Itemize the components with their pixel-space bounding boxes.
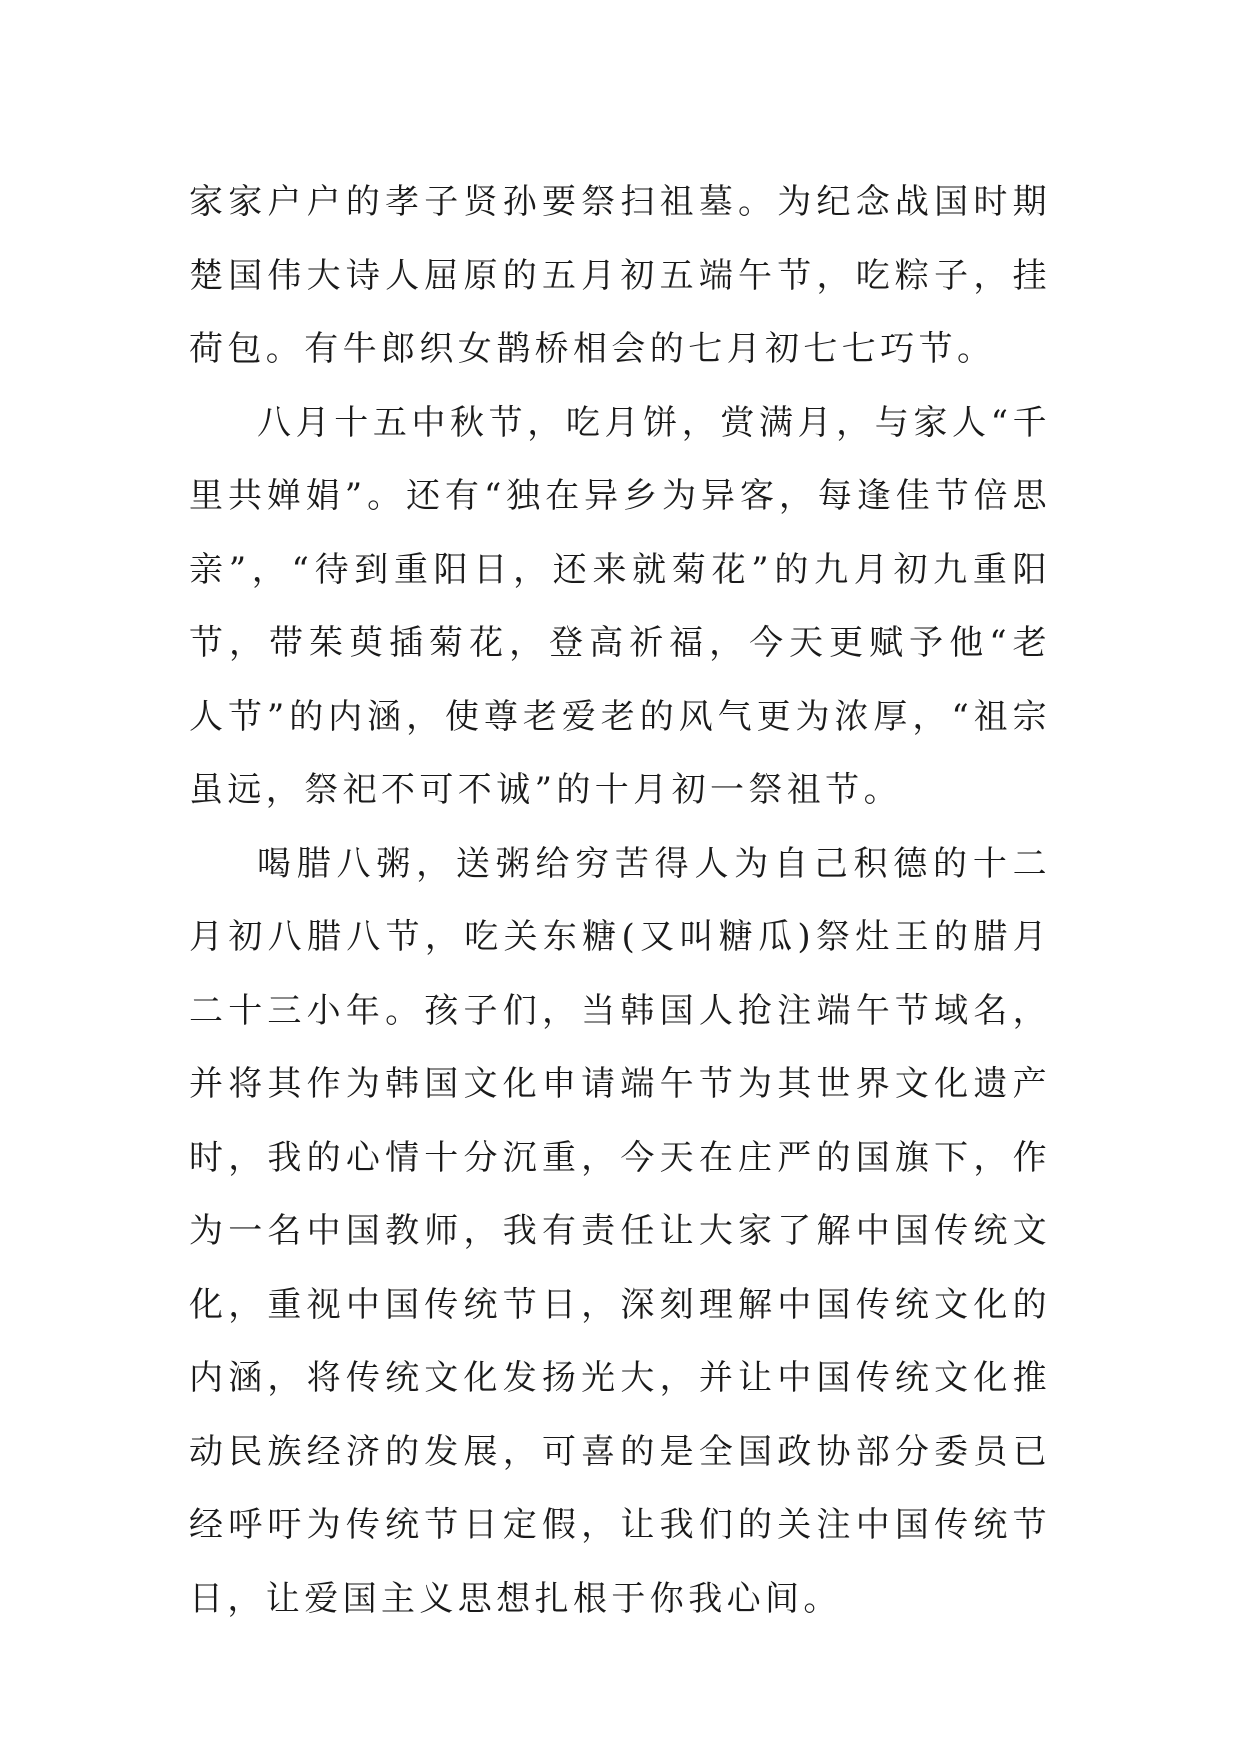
paragraph-2: 八月十五中秋节，吃月饼，赏满月，与家人“千里共婵娟”。还有“独在异乡为异客，每逢佳节倍思亲”，“待到重阳日，还来就菊花”的九月初九重阳节，带茱萸插菊花，登高祈福，今天更赋予他“老人节”的内涵，使尊老爱老的风气更为浓厚，“祖宗虽远，祭祀不可不诚”的十月初一祭祖节。 [189, 402, 1051, 810]
paragraph-3: 喝腊八粥，送粥给穷苦得人为自己积德的十二月初八腊八节，吃关东糖(又叫糖瓜)祭灶王的腊月二十三小年。孩子们，当韩国人抢注端午节域名，并将其作为韩国文化申请端午节为其世界文化遗产时，我的心情十分沉重，今天在庄严的国旗下，作为一名中国教师，我有责任让大家了解中国传统文化，重视中国传统节日，深刻理解中国传统文化的内涵，将传统文化发扬光大，并让中国传统文化推动民族经济的发展，可喜的是全国政协部分委员已经呼吁为传统节日定假，让我们的关注中国传统节日，让爱国主义思想扎根于你我心间。 [189, 843, 1051, 1619]
paragraph-1: 家家户户的孝子贤孙要祭扫祖墓。为纪念战国时期楚国伟大诗人屈原的五月初五端午节，吃粽子，挂荷包。有牛郎织女鹊桥相会的七月初七七巧节。 [189, 182, 1051, 369]
body-text [189, 166, 1051, 1636]
